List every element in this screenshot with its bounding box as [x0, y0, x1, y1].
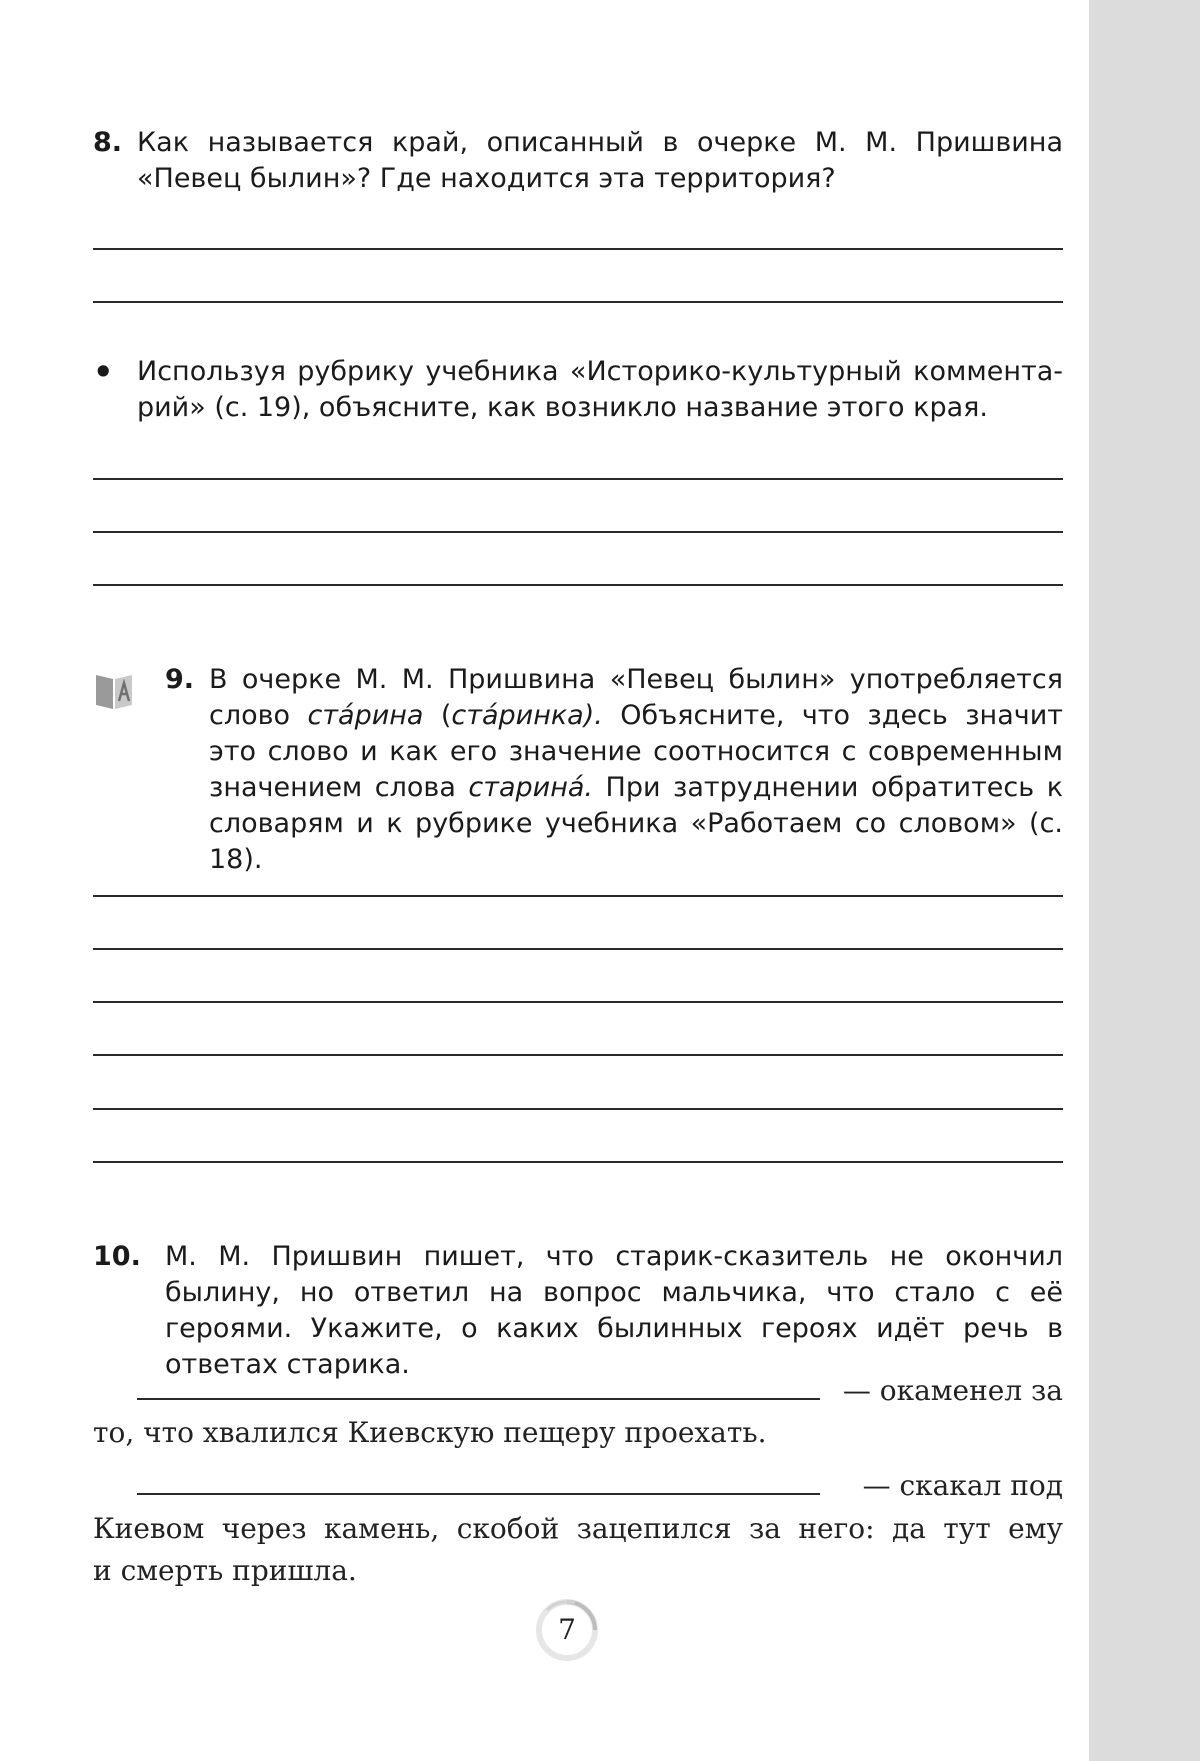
answer-line[interactable]	[93, 301, 1063, 303]
answer-line[interactable]	[93, 895, 1063, 897]
answer-2-continuation: и смерть пришла.	[93, 1554, 357, 1587]
question-text: Объясните, что здесь значит это слово и как его значение соотносится с современным значением слова	[209, 700, 1063, 803]
task-9	[165, 662, 1063, 878]
answer-2-continuation: Киевом через камень, скобой зацепился за него: да тут ему	[93, 1512, 1063, 1545]
bullet-marker: •	[93, 353, 114, 391]
answer-blank-2[interactable]	[137, 1493, 820, 1495]
book-icon	[93, 669, 135, 711]
task-8-number: 8.	[93, 127, 123, 158]
task-9-question	[209, 662, 1063, 878]
answer-line[interactable]	[93, 478, 1063, 480]
italic-term: ста́ринка).	[451, 700, 603, 731]
task-8	[93, 125, 1063, 197]
answer-line[interactable]	[93, 584, 1063, 586]
task-8-bullet	[93, 354, 1063, 426]
italic-term: старина́.	[468, 772, 593, 803]
task-10-question: М. М. Пришвин пишет, что старик-сказитель не окончил былину, но ответил на вопрос мальчика, что стало с её героями. Укажите, о каких былинных героях идёт речь в ответах старика.	[165, 1241, 1063, 1380]
page-number-badge	[535, 1598, 615, 1678]
task-9-number: 9.	[165, 664, 195, 695]
answer-line[interactable]	[93, 1054, 1063, 1056]
answer-blank-1[interactable]	[137, 1398, 820, 1400]
page-number: 7	[558, 1613, 576, 1646]
answer-2-tail: — скакал под	[862, 1469, 1063, 1502]
answer-line[interactable]	[93, 531, 1063, 533]
task-8-question: Как называется край, описанный в очерке М. М. Пришвина «Певец былин»? Где находится эта территория?	[137, 127, 1063, 194]
question-text: В очерке М. М. Пришвина «Певец былин» употребляется слово	[209, 664, 1063, 731]
question-text: При затруднении обратитесь к словарям и к рубрике учебника «Работаем со словом» (с. 18).	[209, 772, 1063, 875]
answer-line[interactable]	[93, 1001, 1063, 1003]
task-8-sub-question: Используя рубрику учебника «Историко-культурный коммента-рий» (с. 19), объясните, как возникло название этого края.	[137, 356, 1063, 423]
task-10	[93, 1239, 1063, 1383]
answer-line[interactable]	[93, 948, 1063, 950]
italic-term: ста́рина	[307, 700, 424, 731]
answer-1-tail: — окаменел за	[842, 1374, 1063, 1407]
page-margin-strip	[1089, 0, 1200, 1761]
answer-line[interactable]	[93, 1161, 1063, 1163]
question-text: (	[423, 700, 452, 731]
answer-1-continuation: то, что хвалился Киевскую пещеру проехать.	[93, 1416, 767, 1449]
task-10-number: 10.	[93, 1241, 141, 1272]
answer-line[interactable]	[93, 1108, 1063, 1110]
answer-line[interactable]	[93, 248, 1063, 250]
